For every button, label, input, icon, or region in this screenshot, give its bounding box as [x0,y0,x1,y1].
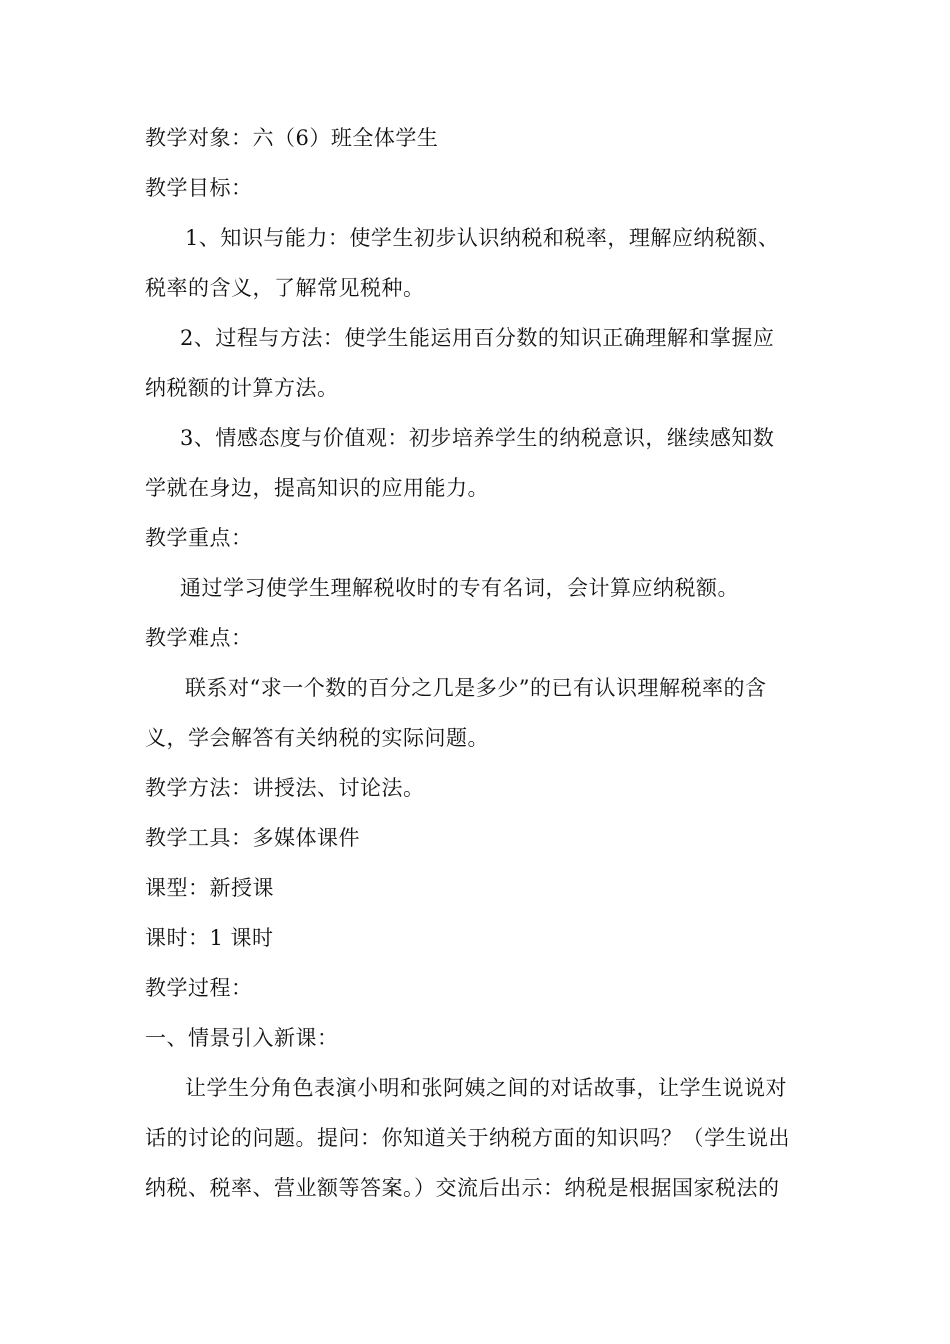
goal-3-line-2: 学就在身边，提高知识的应用能力。 [145,476,489,500]
section-1-line-2: 话的讨论的问题。提问：你知道关于纳税方面的知识吗？（学生说出 [145,1126,790,1150]
goal-2-line-2: 纳税额的计算方法。 [145,376,339,400]
section-1-heading: 一、情景引入新课： [145,1026,339,1050]
teaching-tool-line: 教学工具：多媒体课件 [145,826,360,850]
goal-3-line-1: 3、情感态度与价值观：初步培养学生的纳税意识，继续感知数 [180,426,775,450]
difficulty-line-1: 联系对“求一个数的百分之几是多少”的已有认识理解税率的含 [185,676,767,700]
goal-1-line-1: 1、知识与能力：使学生初步认识纳税和税率，理解应纳税额、 [185,226,780,250]
key-point-text: 通过学习使学生理解税收时的专有名词，会计算应纳税额。 [180,576,739,600]
goal-1-line-2: 税率的含义，了解常见税种。 [145,276,425,300]
document-body [145,113,810,1213]
teaching-process-heading: 教学过程： [145,976,253,1000]
section-1-line-3: 纳税、税率、营业额等答案。）交流后出示：纳税是根据国家税法的 [145,1176,780,1200]
difficulty-heading: 教学难点： [145,626,253,650]
difficulty-line-2: 义，学会解答有关纳税的实际问题。 [145,726,489,750]
lesson-type-line: 课型：新授课 [145,876,274,900]
teaching-goal-heading: 教学目标： [145,176,253,200]
teaching-object-line: 教学对象：六（6）班全体学生 [145,126,439,150]
lesson-hours-line: 课时：1 课时 [145,926,274,950]
goal-2-line-1: 2、过程与方法：使学生能运用百分数的知识正确理解和掌握应 [180,326,775,350]
key-point-heading: 教学重点： [145,526,253,550]
section-1-line-1: 让学生分角色表演小明和张阿姨之间的对话故事，让学生说说对 [185,1076,787,1100]
teaching-method-line: 教学方法：讲授法、讨论法。 [145,776,425,800]
